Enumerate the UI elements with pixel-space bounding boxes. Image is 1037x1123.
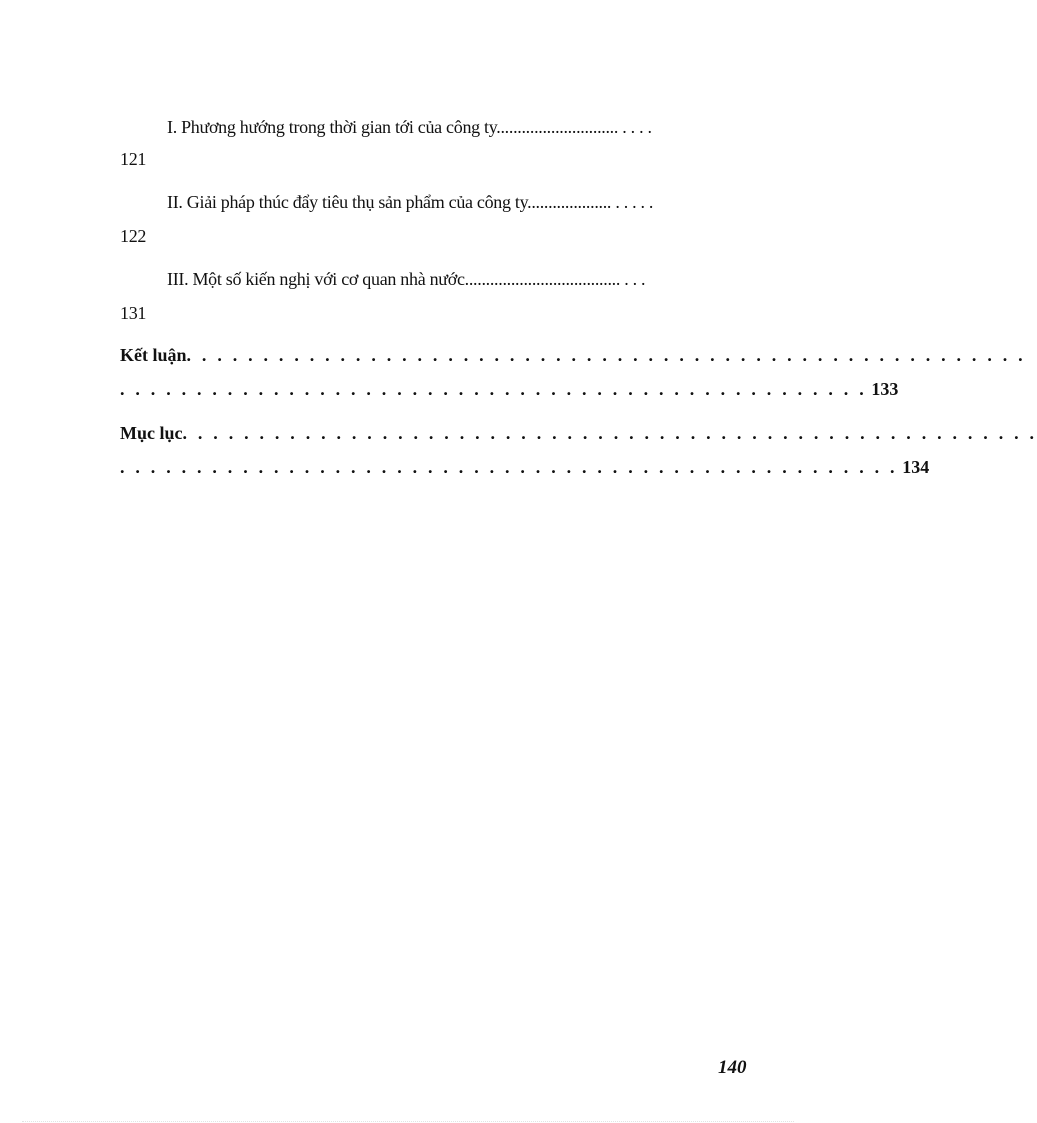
page-number: 140 — [718, 1057, 747, 1078]
toc-page-number: 133 — [871, 379, 899, 399]
toc-entry-contents[interactable] — [120, 422, 1037, 444]
toc-entry-section-1[interactable] — [167, 116, 652, 138]
toc-leader-dots: . . . . . . . . . . . . . . . . . . . . . . . . . . . . . . . . . . . . . . . . . . . . . . . . . . . . . . . . — [182, 423, 1037, 443]
toc-leader-dots: ............................. . . . . — [496, 117, 652, 137]
toc-page-number: 131 — [120, 303, 147, 323]
toc-leader-dots: . . . . . . . . . . . . . . . . . . . . . . . . . . . . . . . . . . . . . . . . . . . . . . . . . — [120, 379, 867, 399]
toc-entry-title: III. Một số kiến nghị với cơ quan nhà nước — [167, 269, 465, 289]
toc-page-number: 122 — [120, 226, 147, 246]
toc-leader-dots: . . . . . . . . . . . . . . . . . . . . . . . . . . . . . . . . . . . . . . . . . . . . . . . . . . . . . . . — [186, 345, 1026, 365]
toc-entry-section-3[interactable] — [167, 268, 645, 290]
toc-entry-conclusion-continuation — [120, 378, 898, 400]
page-bottom-divider — [22, 1121, 794, 1122]
toc-entry-title: Kết luận — [120, 345, 187, 365]
toc-page-number: 134 — [902, 457, 930, 477]
toc-entry-conclusion[interactable] — [120, 344, 1026, 366]
toc-leader-dots: ..................................... . . . — [464, 269, 646, 289]
toc-page-number: 121 — [120, 149, 147, 169]
toc-leader-dots: .................... . . . . . — [527, 192, 654, 212]
toc-entry-contents-continuation — [120, 456, 929, 478]
toc-entry-title: I. Phương hướng trong thời gian tới của công ty — [167, 117, 497, 137]
toc-entry-section-2[interactable] — [167, 191, 653, 213]
toc-leader-dots: . . . . . . . . . . . . . . . . . . . . . . . . . . . . . . . . . . . . . . . . . . . . . . . . . . . — [120, 457, 898, 477]
toc-entry-title: II. Giải pháp thúc đẩy tiêu thụ sản phẩm của công ty — [167, 192, 528, 212]
toc-entry-title: Mục lục — [120, 423, 183, 443]
